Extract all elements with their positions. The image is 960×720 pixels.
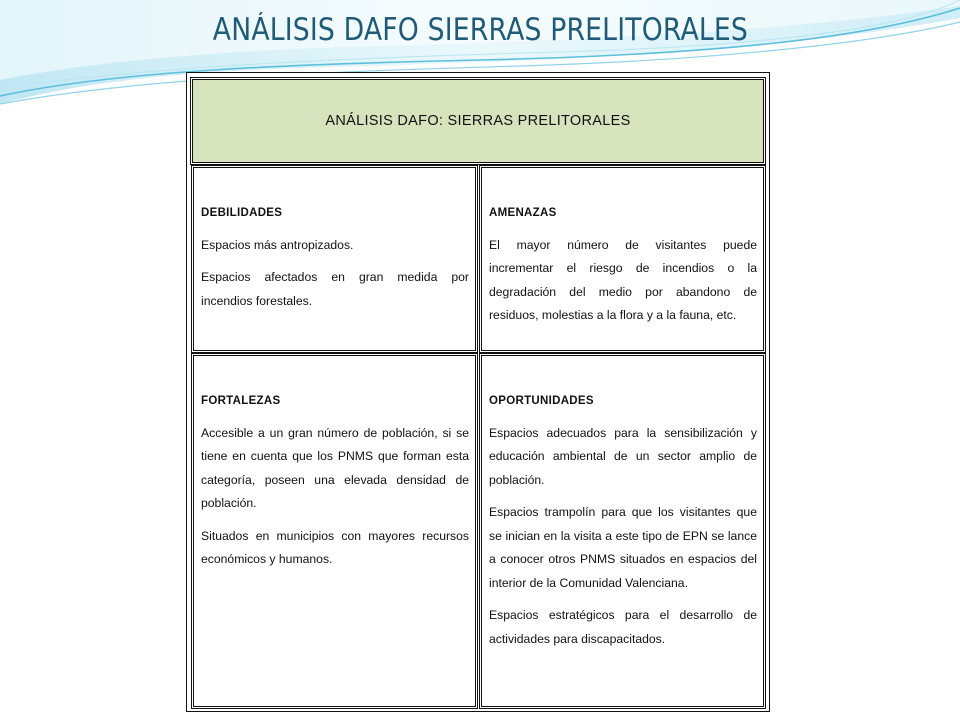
debilidades-cell (193, 167, 476, 351)
table-header: ANÁLISIS DAFO: SIERRAS PRELITORALES (192, 79, 764, 163)
oportunidades-item: Espacios adecuados para la sensibilización y educación ambiental de un sector amplio de población. (489, 425, 757, 487)
debilidades-item: Espacios más antropizados. (201, 237, 354, 252)
oportunidades-cell (481, 355, 764, 707)
dafo-table (186, 72, 770, 712)
amenazas-item: El mayor número de visitantes puede incrementar el riesgo de incendios o la degradación del medio por abandono de residuos, molestias a la flora y a la fauna, etc. (489, 237, 757, 322)
oportunidades-item: Espacios estratégicos para el desarrollo de actividades para discapacitados. (489, 608, 757, 646)
amenazas-cell (481, 167, 764, 351)
slide-title: ANÁLISIS DAFO SIERRAS PRELITORALES (212, 12, 749, 48)
oportunidades-item: Espacios trampolín para que los visitantes que se inician en la visita a este tipo de EPN se lance a conocer otros PNMS situados en espacios del interior de la Comunidad Valenciana. (489, 505, 757, 590)
debilidades-heading: DEBILIDADES (201, 207, 283, 219)
fortalezas-cell (193, 355, 476, 707)
amenazas-heading: AMENAZAS (489, 207, 557, 219)
oportunidades-heading: OPORTUNIDADES (489, 395, 594, 407)
fortalezas-heading: FORTALEZAS (201, 395, 281, 407)
fortalezas-item: Accesible a un gran número de población, si se tiene en cuenta que los PNMS que forman esta categoría, poseen una elevada densidad de población. (201, 425, 469, 510)
debilidades-item: Espacios afectados en gran medida por incendios forestales. (201, 270, 469, 308)
fortalezas-item: Situados en municipios con mayores recursos económicos y humanos. (201, 528, 469, 566)
